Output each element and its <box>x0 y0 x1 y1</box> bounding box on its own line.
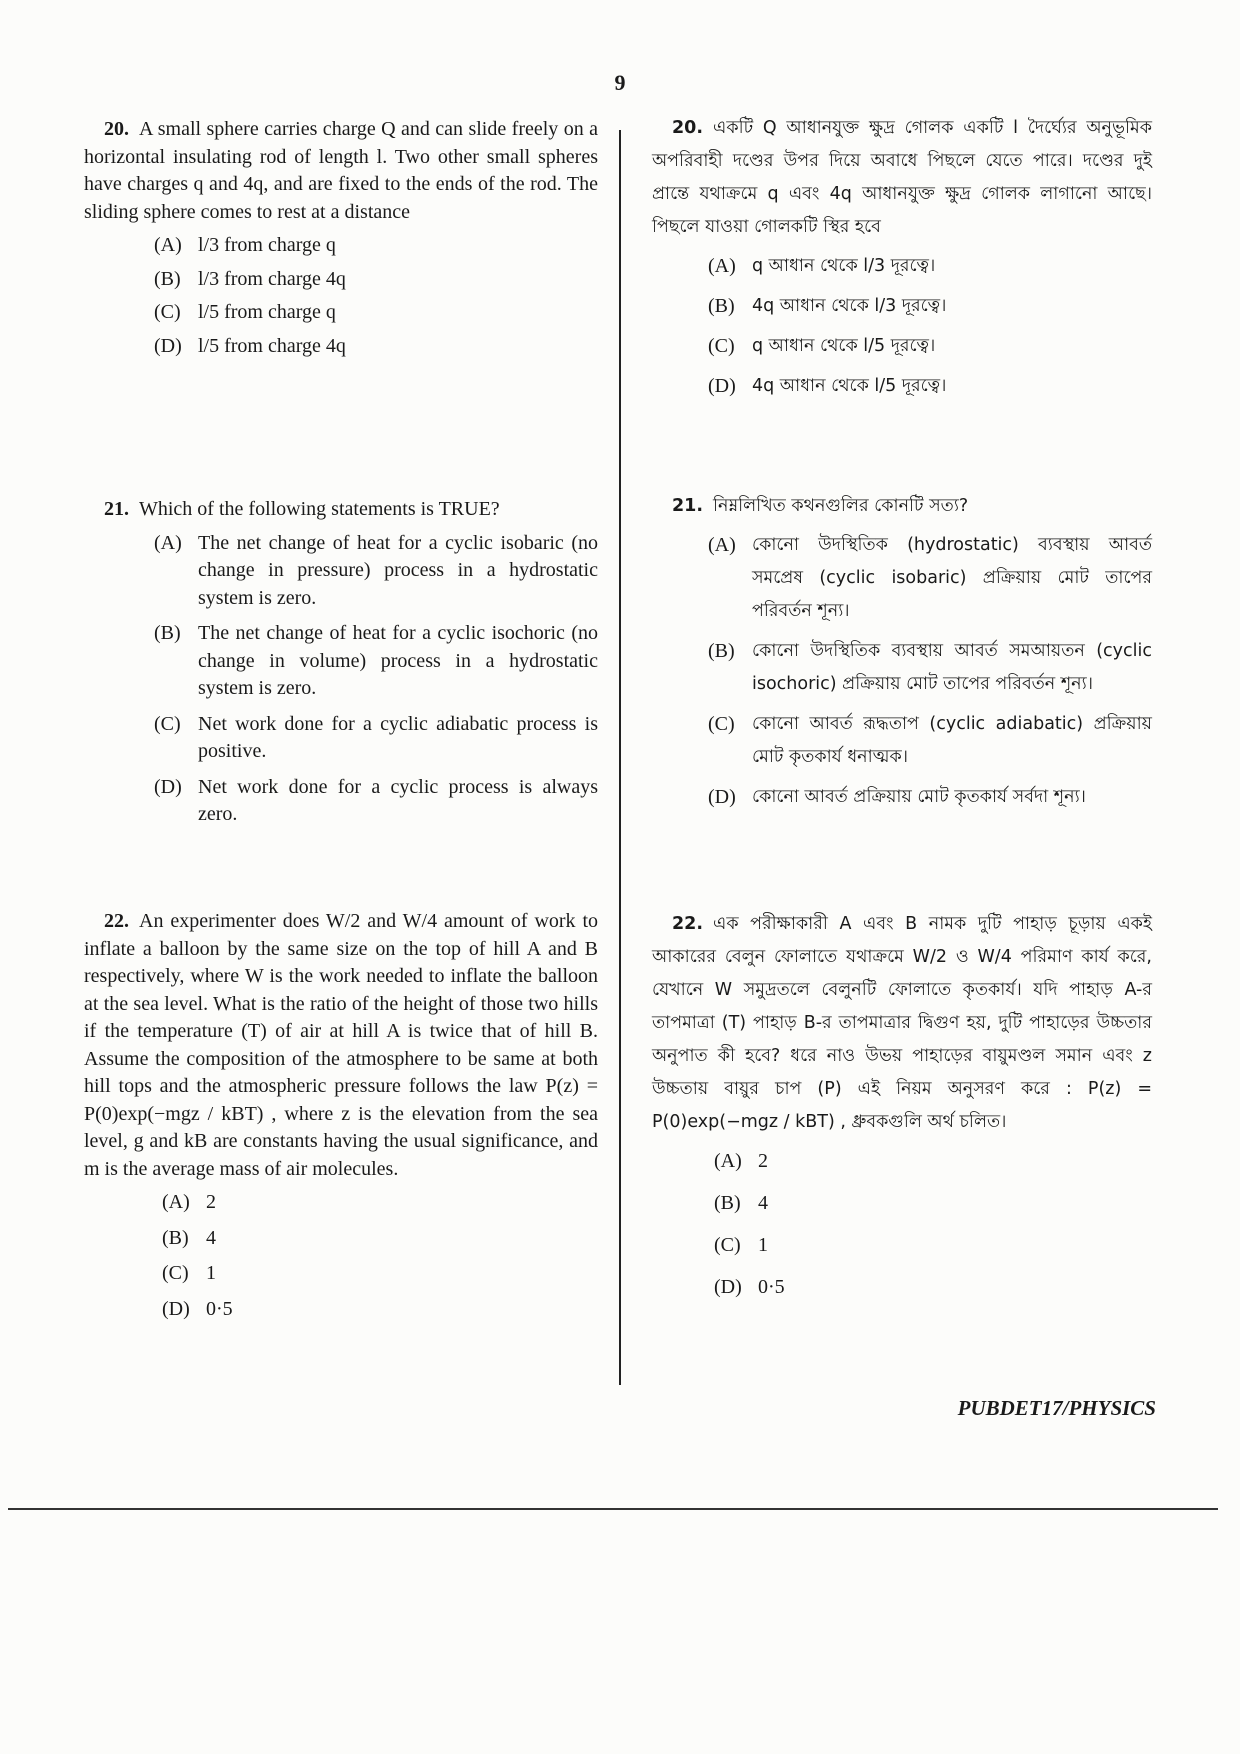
question-text: A small sphere carries charge Q and can slide freely on a horizontal insulating rod of length l. Two other small spheres have charges q and 4q, and are fixed to the ends of the rod. The sliding sphere comes to rest at a distance <box>84 118 598 223</box>
option-text: Net work done for a cyclic adiabatic process is positive. <box>198 712 598 762</box>
option-a <box>162 1189 598 1217</box>
question-22-english <box>84 908 598 1331</box>
option-label: (A) <box>154 234 182 256</box>
option-label: (A) <box>162 1191 190 1213</box>
question-stem <box>652 112 1152 244</box>
option-a <box>154 530 598 613</box>
option-text: 4q আধান থেকে l/3 দূরত্বে। <box>752 296 947 316</box>
option-a <box>708 250 1152 283</box>
question-stem <box>84 496 598 524</box>
option-b <box>154 620 598 703</box>
option-d <box>708 781 1152 814</box>
option-label: (C) <box>154 712 181 735</box>
option-label: (D) <box>708 786 736 808</box>
option-text: The net change of heat for a cyclic isochoric (no change in volume) process in a hydrostatic system is zero. <box>198 622 598 699</box>
question-number: 22. <box>104 910 129 932</box>
option-a <box>154 232 598 260</box>
option-label: (A) <box>708 534 736 556</box>
option-text: কোনো আবর্ত প্রক্রিয়ায় মোট কৃতকার্য সর্বদা শূন্য। <box>752 787 1086 807</box>
option-text: Net work done for a cyclic process is always zero. <box>198 775 598 825</box>
question-22-bengali <box>652 908 1152 1313</box>
option-text: 0·5 <box>758 1276 785 1298</box>
options-list <box>652 250 1152 403</box>
option-label: (D) <box>708 375 736 397</box>
option-b <box>714 1187 1152 1220</box>
option-label: (B) <box>154 622 181 644</box>
option-label: (D) <box>162 1297 190 1320</box>
option-label: (B) <box>154 267 181 290</box>
option-text: 2 <box>758 1150 768 1172</box>
question-stem <box>84 116 598 226</box>
question-number: 20. <box>672 118 704 138</box>
option-text: 1 <box>758 1234 768 1256</box>
option-text: কোনো আবর্ত রূদ্ধতাপ (cyclic adiabatic) প্রক্রিয়ায় মোট কৃতকার্য ধনাত্মক। <box>752 714 1152 767</box>
option-a <box>714 1145 1152 1178</box>
option-label: (C) <box>714 1234 741 1256</box>
option-d <box>162 1296 598 1324</box>
options-list <box>84 1189 598 1323</box>
option-text: 1 <box>206 1262 216 1284</box>
options-list <box>84 232 598 360</box>
option-label: (C) <box>154 301 181 323</box>
option-b <box>154 266 598 294</box>
option-d <box>154 333 598 361</box>
option-label: (C) <box>708 335 735 357</box>
option-d <box>154 774 598 829</box>
option-d <box>714 1271 1152 1304</box>
option-text: q আধান থেকে l/3 দূরত্বে। <box>752 256 936 276</box>
page-number: 9 <box>614 70 626 95</box>
question-20-bengali <box>652 112 1152 410</box>
question-number: 21. <box>104 498 129 520</box>
question-21-bengali <box>652 490 1152 821</box>
option-text: 4q আধান থেকে l/5 দূরত্বে। <box>752 376 947 396</box>
option-text: 4 <box>758 1192 768 1214</box>
question-number: 21. <box>672 496 704 516</box>
option-b <box>708 635 1152 701</box>
option-label: (D) <box>714 1276 742 1298</box>
option-text: কোনো উদস্থিতিক (hydrostatic) ব্যবস্থায় আবর্ত সমপ্রেষ (cyclic isobaric) প্রক্রিয়ায় মোট তাপের পরিবর্তন শূন্য। <box>752 535 1152 621</box>
option-text: কোনো উদস্থিতিক ব্যবস্থায় আবর্ত সমআয়তন (cyclic isochoric) প্রক্রিয়ায় মোট তাপের পরিবর্তন শূন্য। <box>752 641 1152 694</box>
option-a <box>708 529 1152 628</box>
option-d <box>708 370 1152 403</box>
question-20-english <box>84 116 598 366</box>
option-label: (C) <box>708 713 735 735</box>
question-text: এক পরীক্ষাকারী A এবং B নামক দুটি পাহাড় চূড়ায় একই আকারের বেলুন ফোলাতে যথাক্রমে W/2 ও W/4 পরিমাণ কার্য করে, যেখানে W সমুদ্রতলে বেলুনটি ফোলাতে কৃতকার্য। যদি পাহাড় A-র তাপমাত্রা (T) পাহাড় B-র তাপমাত্রার দ্বিগুণ হয়, দুটি পাহাড়ের উচ্চতার অনুপাত কী হবে? ধরে নাও উভয় পাহাড়ের বায়ুমণ্ডল সমান এবং z উচ্চতায় বায়ুর চাপ (P) এই নিয়ম অনুসরণ করে : P(z) = P(0)exp(−mgz / kBT) , ধ্রুবকগুলি অর্থ চলিত। <box>652 914 1152 1132</box>
options-list <box>84 530 598 829</box>
option-text: l/3 from charge q <box>198 234 336 256</box>
option-text: l/5 from charge q <box>198 301 336 323</box>
footer-paper-code: PUBDET17/PHYSICS <box>957 1396 1156 1420</box>
option-b <box>708 290 1152 323</box>
question-stem <box>84 908 598 1183</box>
option-label: (B) <box>714 1192 741 1214</box>
question-text: An experimenter does W/2 and W/4 amount of work to inflate a balloon by the same size on the top of hill A and B respectively, where W is the work needed to inflate the balloon at the sea level. What is the ratio of the height of those two hills if the temperature (T) of air at hill A is twice that of hill B. Assume the composition of the atmosphere to be same at both hill tops and the atmospheric pressure follows the law P(z) = P(0)exp(−mgz / kBT) , where z is the elevation from the sea level, g and kB are constants having the usual significance, and m is the average mass of air molecules. <box>84 910 598 1180</box>
option-label: (C) <box>162 1262 189 1284</box>
question-number: 20. <box>104 118 129 140</box>
option-label: (A) <box>708 255 736 277</box>
option-label: (D) <box>154 334 182 357</box>
option-b <box>162 1225 598 1253</box>
option-label: (B) <box>708 295 735 317</box>
options-list <box>652 1145 1152 1304</box>
question-21-english <box>84 496 598 837</box>
option-text: 4 <box>206 1226 216 1249</box>
question-stem <box>652 490 1152 523</box>
column-divider <box>619 130 621 1385</box>
option-text: 2 <box>206 1191 216 1213</box>
option-label: (D) <box>154 775 182 798</box>
option-c <box>708 330 1152 363</box>
option-c <box>162 1260 598 1288</box>
option-label: (B) <box>708 640 735 662</box>
option-text: q আধান থেকে l/5 দূরত্বে। <box>752 336 936 356</box>
bottom-rule <box>8 1508 1218 1510</box>
option-c <box>714 1229 1152 1262</box>
option-text: l/3 from charge 4q <box>198 267 346 290</box>
option-text: l/5 from charge 4q <box>198 334 346 357</box>
option-c <box>154 711 598 766</box>
option-c <box>154 299 598 327</box>
options-list <box>652 529 1152 814</box>
option-label: (A) <box>154 531 182 554</box>
option-c <box>708 708 1152 774</box>
option-text: The net change of heat for a cyclic isobaric (no change in pressure) process in a hydrostatic system is zero. <box>198 531 598 609</box>
question-number: 22. <box>672 914 704 934</box>
question-stem <box>652 908 1152 1139</box>
option-label: (B) <box>162 1226 189 1249</box>
option-text: 0·5 <box>206 1297 233 1320</box>
question-text: নিম্নলিখিত কথনগুলির কোনটি সত্য? <box>713 496 969 516</box>
question-text: একটি Q আধানযুক্ত ক্ষুদ্র গোলক একটি l দৈর্ঘ্যের অনুভূমিক অপরিবাহী দণ্ডের উপর দিয়ে অবাধে পিছলে যেতে পারে। দণ্ডের দুই প্রান্তে যথাক্রমে q এবং 4q আধানযুক্ত ক্ষুদ্র গোলক লাগানো আছে। পিছলে যাওয়া গোলকটি স্থির হবে <box>652 118 1152 237</box>
option-label: (A) <box>714 1150 742 1172</box>
question-text: Which of the following statements is TRUE? <box>139 498 500 520</box>
